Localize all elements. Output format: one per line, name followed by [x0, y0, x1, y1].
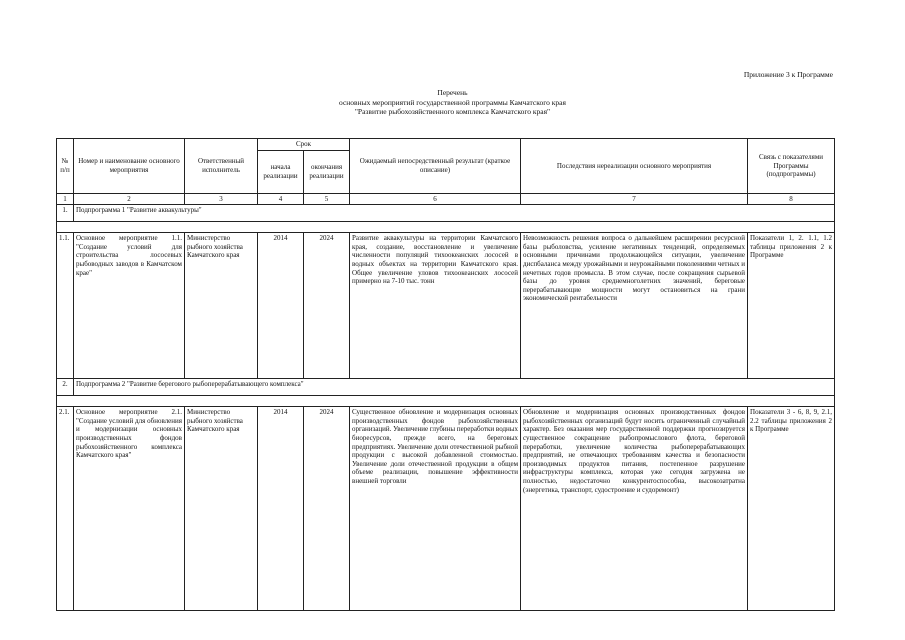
activity-name: Основное мероприятие 2.1. "Создание условий для обновления и модернизации основных производственных фондов рыбохозяйственного комплекса Камчатского края": [74, 407, 185, 611]
header-start: начала реализации: [258, 150, 304, 193]
subprogram-row: [57, 205, 835, 222]
spacer-row: [57, 222, 835, 233]
header-consequences: Последствия нереализации основного мероприятия: [521, 139, 748, 194]
column-number: 1: [57, 193, 74, 205]
subprogram-number: 1.: [57, 205, 74, 222]
header-end: окончания реализации: [304, 150, 350, 193]
activities-table: [56, 138, 835, 611]
activity-row: [57, 233, 835, 379]
appendix-label: Приложение 3 к Программе: [743, 70, 833, 79]
subprogram-title: Подпрограмма 2 "Развитие берегового рыбоперерабатывающего комплекса": [74, 379, 835, 396]
column-number: 8: [748, 193, 835, 205]
activity-consequences: Обновление и модернизация основных производственных фондов рыбохозяйственных организаций будут носить ограниченный случайный характер. Без оказания мер государственной поддержки прогнозируется существенное сокращение рыбопромыслового флота, береговой переработки, увеличение количества рыбоперерабатывающих предприятий, не отвечающих требованиям качества и безопасности производимых продуктов питания, постепенное разрушение инфраструктуры комплекса, которая уже сегодня загружена не полностью, недостаточно конкурентоспособна, высокозатратна (энергетика, транспорт, судостроение и судоремонт): [521, 407, 748, 611]
column-number: 3: [185, 193, 258, 205]
activity-number: 1.1.: [57, 233, 74, 379]
activity-executor: Министерство рыбного хозяйства Камчатского края: [185, 233, 258, 379]
activity-end-year: 2024: [304, 233, 350, 379]
spacer-row: [57, 396, 835, 407]
activity-row: [57, 407, 835, 611]
activity-indicator-link: Показатели 1, 2. 1.1, 1.2 таблицы приложения 2 к Программе: [748, 233, 835, 379]
column-number: 6: [350, 193, 521, 205]
activity-start-year: 2014: [258, 407, 304, 611]
subprogram-number: 2.: [57, 379, 74, 396]
activity-result: Существенное обновление и модернизация основных производственных фондов рыбохозяйственных организаций. Увеличение глубины переработки водных биоресурсов, прежде всего, на береговых предприятиях. Увеличение доли отечественной рыбной продукции с высокой добавленной стоимостью. Увеличение доли отечественной продукции в общем объеме реализации, повышение эффективности внешней торговли: [350, 407, 521, 611]
activity-name: Основное мероприятие 1.1. "Создание условий для строительства лососевых рыбоводных заводов в Камчатском крае": [74, 233, 185, 379]
title-line-2: основных мероприятий государственной программы Камчатского края: [339, 97, 566, 107]
activity-start-year: 2014: [258, 233, 304, 379]
document-title: [0, 88, 905, 117]
column-number: 7: [521, 193, 748, 205]
header-link: Связь с показателями Программы (подпрограммы): [748, 139, 835, 194]
header-period: Срок: [258, 139, 350, 151]
title-line-1: Перечень: [437, 88, 468, 97]
header-result: Ожидаемый непосредственный результат (краткое описание): [350, 139, 521, 194]
activity-number: 2.1.: [57, 407, 74, 611]
subprogram-row: [57, 379, 835, 396]
header-name: Номер и наименование основного мероприятия: [74, 139, 185, 194]
column-number: 2: [74, 193, 185, 205]
title-line-3: "Развитие рыбохозяйственного комплекса Камчатского края": [354, 107, 551, 116]
activity-executor: Министерство рыбного хозяйства Камчатского края: [185, 407, 258, 611]
activity-result: Развитие аквакультуры на территории Камчатского края, создание, восстановление и увеличение численности популяций тихоокеанских лососей в водных объектах на территории Камчатского края. Общее увеличение уловов тихоокеанских лососей примерно на 7-10 тыс. тонн: [350, 233, 521, 379]
activity-end-year: 2024: [304, 407, 350, 611]
activity-consequences: Невозможность решения вопроса о дальнейшем расширении ресурсной базы рыболовства, усиление негативных тенденций, определяемых основными причинами продолжающейся ситуации, увеличение диспбаланса между урожайными и неурожайными поколениями четных и нечетных годов промысла. В этом случае, после сокращения сырьевой базы до уровня среднемноголетних значений, береговые перерабатывающие мощности могут остановиться на грани экономической рентабельности: [521, 233, 748, 379]
subprogram-title: Подпрограмма 1 "Развитие аквакультуры": [74, 205, 835, 222]
column-number-row: [57, 193, 835, 205]
column-number: 4: [258, 193, 304, 205]
column-number: 5: [304, 193, 350, 205]
header-executor: Ответственный исполнитель: [185, 139, 258, 194]
header-num: № п/п: [57, 139, 74, 194]
activity-indicator-link: Показатели 3 - 6, 8, 9, 2.1, 2.2 таблицы приложения 2 к Программе: [748, 407, 835, 611]
